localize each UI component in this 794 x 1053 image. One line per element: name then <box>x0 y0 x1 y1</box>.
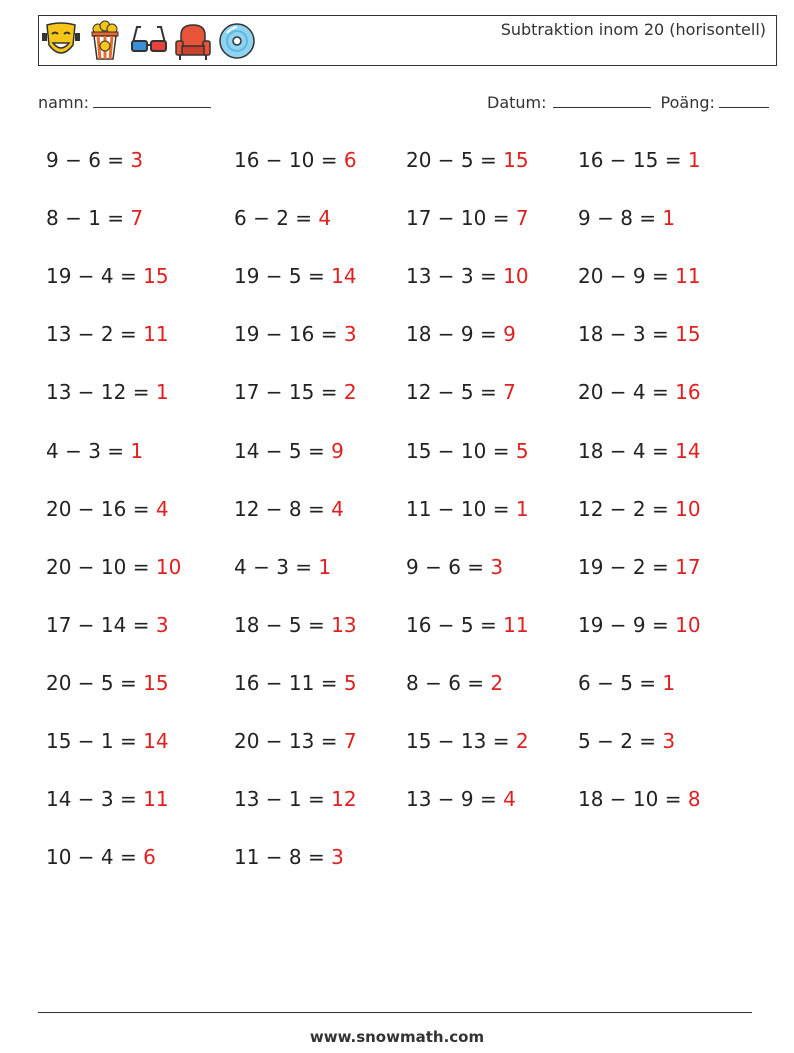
problem-question: 11 − 10 = <box>406 496 516 521</box>
problem-item <box>406 729 529 753</box>
problem-question: 20 − 4 = <box>578 380 676 405</box>
problem-answer: 15 <box>143 670 169 695</box>
problem-item <box>46 845 156 869</box>
problem-item <box>234 206 331 230</box>
problem-item <box>234 380 357 404</box>
problem-item <box>46 729 169 753</box>
problem-answer: 2 <box>490 670 504 695</box>
problem-question: 17 − 15 = <box>234 380 344 405</box>
problem-answer: 4 <box>503 787 516 812</box>
problem-answer: 11 <box>143 787 169 812</box>
problem-question: 20 − 16 = <box>46 496 156 521</box>
problem-item <box>578 380 701 404</box>
problem-question: 18 − 10 = <box>578 787 688 812</box>
problem-answer: 3 <box>662 729 676 753</box>
problem-item <box>46 555 181 579</box>
problem-item <box>406 555 503 579</box>
problem-answer: 11 <box>675 264 701 289</box>
problem-question: 17 − 14 = <box>46 612 156 637</box>
problem-answer: 5 <box>343 670 357 695</box>
problem-item <box>578 439 701 463</box>
problem-item <box>46 439 143 463</box>
problem-question: 20 − 5 = <box>406 148 504 172</box>
problem-answer: 13 <box>331 612 357 637</box>
problem-answer: 17 <box>675 554 701 579</box>
header-icons <box>41 19 257 63</box>
problem-item <box>578 671 675 695</box>
problem-item <box>46 613 169 637</box>
problem-question: 20 − 13 = <box>234 729 344 753</box>
problem-item <box>234 671 357 695</box>
problem-question: 9 − 8 = <box>578 206 663 231</box>
problem-answer: 15 <box>143 264 169 289</box>
problem-item <box>406 206 529 230</box>
date-score-fields <box>487 93 769 112</box>
problem-question: 19 − 9 = <box>578 612 676 637</box>
problem-item <box>406 264 529 288</box>
problem-question: 6 − 2 = <box>234 206 319 231</box>
problem-answer: 9 <box>331 438 344 463</box>
problem-answer: 1 <box>515 496 529 521</box>
problem-item <box>46 497 169 521</box>
problem-question: 20 − 9 = <box>578 264 676 289</box>
problem-answer: 7 <box>515 206 529 231</box>
problem-question: 6 − 5 = <box>578 670 663 695</box>
problem-item <box>46 787 169 811</box>
problem-question: 18 − 9 = <box>406 322 504 347</box>
3d-glasses-icon <box>129 19 169 63</box>
problem-item <box>234 148 357 172</box>
name-line[interactable] <box>93 93 211 108</box>
worksheet-title: Subtraktion inom 20 (horisontell) <box>500 20 766 39</box>
problem-question: 13 − 2 = <box>46 322 144 347</box>
problem-question: 20 − 5 = <box>46 670 144 695</box>
problem-question: 13 − 1 = <box>234 787 332 812</box>
popcorn-icon <box>85 19 125 63</box>
problem-answer: 11 <box>143 322 169 347</box>
problem-answer: 1 <box>687 148 701 172</box>
problem-question: 9 − 6 = <box>406 554 491 579</box>
problem-item <box>406 613 529 637</box>
problem-question: 20 − 10 = <box>46 554 156 579</box>
problem-question: 15 − 1 = <box>46 729 144 753</box>
problem-answer: 1 <box>155 380 169 405</box>
problem-answer: 4 <box>155 496 169 521</box>
problem-answer: 14 <box>675 438 701 463</box>
problem-item <box>46 671 169 695</box>
problem-answer: 11 <box>503 612 529 637</box>
header-box <box>38 15 777 66</box>
problem-item <box>46 264 169 288</box>
problem-item <box>578 787 701 811</box>
footer-divider <box>38 1012 752 1013</box>
problem-question: 18 − 4 = <box>578 438 676 463</box>
problem-question: 16 − 10 = <box>234 148 344 172</box>
problem-answer: 15 <box>675 322 701 347</box>
problem-question: 14 − 3 = <box>46 787 144 812</box>
problem-question: 4 − 3 = <box>46 438 131 463</box>
problem-answer: 7 <box>130 206 144 231</box>
problem-item <box>578 206 675 230</box>
problem-item <box>234 264 357 288</box>
problem-answer: 2 <box>343 380 357 405</box>
problem-question: 13 − 3 = <box>406 264 504 289</box>
problem-item <box>234 729 357 753</box>
problem-item <box>234 555 331 579</box>
problem-item <box>234 497 344 521</box>
problem-item <box>406 497 529 521</box>
problem-question: 16 − 15 = <box>578 148 688 172</box>
name-label: namn: <box>38 93 90 112</box>
problem-item <box>578 148 701 172</box>
problem-answer: 3 <box>343 322 357 347</box>
date-line[interactable] <box>553 93 651 108</box>
problem-answer: 7 <box>503 380 516 405</box>
problem-item <box>46 148 143 172</box>
problem-answer: 6 <box>143 845 156 870</box>
problem-question: 5 − 2 = <box>578 729 663 753</box>
problem-question: 8 − 6 = <box>406 670 491 695</box>
problem-answer: 3 <box>130 148 144 172</box>
problem-question: 19 − 2 = <box>578 554 676 579</box>
problem-question: 14 − 5 = <box>234 438 332 463</box>
problem-answer: 8 <box>687 787 701 812</box>
problem-item <box>234 439 344 463</box>
problem-answer: 5 <box>515 438 529 463</box>
problem-answer: 1 <box>318 554 332 579</box>
theater-mask-icon <box>41 19 81 63</box>
problem-item <box>406 439 529 463</box>
problem-question: 13 − 12 = <box>46 380 156 405</box>
problem-item <box>46 206 143 230</box>
problem-item <box>46 380 169 404</box>
problem-question: 16 − 5 = <box>406 612 504 637</box>
problem-answer: 12 <box>331 787 357 812</box>
problem-answer: 7 <box>343 729 357 753</box>
problem-item <box>578 613 701 637</box>
problem-item <box>578 729 675 753</box>
problem-answer: 1 <box>662 206 676 231</box>
problem-item <box>406 671 503 695</box>
problem-question: 19 − 5 = <box>234 264 332 289</box>
problem-question: 4 − 3 = <box>234 554 319 579</box>
problem-question: 19 − 4 = <box>46 264 144 289</box>
problem-question: 16 − 11 = <box>234 670 344 695</box>
problem-question: 9 − 6 = <box>46 148 131 172</box>
name-field <box>38 93 211 112</box>
problem-answer: 15 <box>503 148 529 172</box>
problem-answer: 3 <box>155 612 169 637</box>
problem-answer: 3 <box>331 845 344 870</box>
problem-question: 13 − 9 = <box>406 787 504 812</box>
problem-answer: 14 <box>331 264 357 289</box>
problem-question: 18 − 5 = <box>234 612 332 637</box>
problem-answer: 9 <box>503 322 516 347</box>
problem-question: 15 − 10 = <box>406 438 516 463</box>
problem-question: 12 − 2 = <box>578 496 676 521</box>
problem-question: 12 − 8 = <box>234 496 332 521</box>
problem-answer: 1 <box>662 670 676 695</box>
problem-item <box>406 787 516 811</box>
problem-question: 11 − 8 = <box>234 845 332 870</box>
problem-item <box>406 322 516 346</box>
problem-item <box>578 264 701 288</box>
problem-answer: 10 <box>155 554 182 579</box>
problem-item <box>234 322 357 346</box>
score-line[interactable] <box>719 93 769 108</box>
problem-answer: 16 <box>675 380 701 405</box>
problem-item <box>406 148 529 172</box>
problem-answer: 4 <box>331 496 344 521</box>
problem-question: 18 − 3 = <box>578 322 676 347</box>
problem-item <box>406 380 516 404</box>
problem-question: 8 − 1 = <box>46 206 131 231</box>
problem-answer: 6 <box>343 148 357 172</box>
problem-answer: 10 <box>675 612 701 637</box>
problem-answer: 2 <box>515 729 529 753</box>
disc-icon <box>217 19 257 63</box>
problem-item <box>578 322 701 346</box>
problem-question: 19 − 16 = <box>234 322 344 347</box>
problem-answer: 14 <box>143 729 169 753</box>
problem-item <box>578 497 701 521</box>
problem-question: 17 − 10 = <box>406 206 516 231</box>
problem-answer: 10 <box>675 496 701 521</box>
problem-answer: 10 <box>503 264 529 289</box>
problem-item <box>46 322 169 346</box>
score-label: Poäng: <box>660 93 715 112</box>
problem-answer: 4 <box>318 206 332 231</box>
footer-url: www.snowmath.com <box>309 1028 485 1046</box>
problem-answer: 3 <box>490 554 504 579</box>
problem-item <box>234 613 357 637</box>
problem-question: 15 − 13 = <box>406 729 516 753</box>
cinema-seat-icon <box>173 19 213 63</box>
problem-item <box>578 555 701 579</box>
problem-item <box>234 845 344 869</box>
problem-question: 10 − 4 = <box>46 845 144 870</box>
problem-item <box>234 787 357 811</box>
date-label: Datum: <box>487 93 547 112</box>
problem-question: 12 − 5 = <box>406 380 504 405</box>
problem-answer: 1 <box>130 438 144 463</box>
